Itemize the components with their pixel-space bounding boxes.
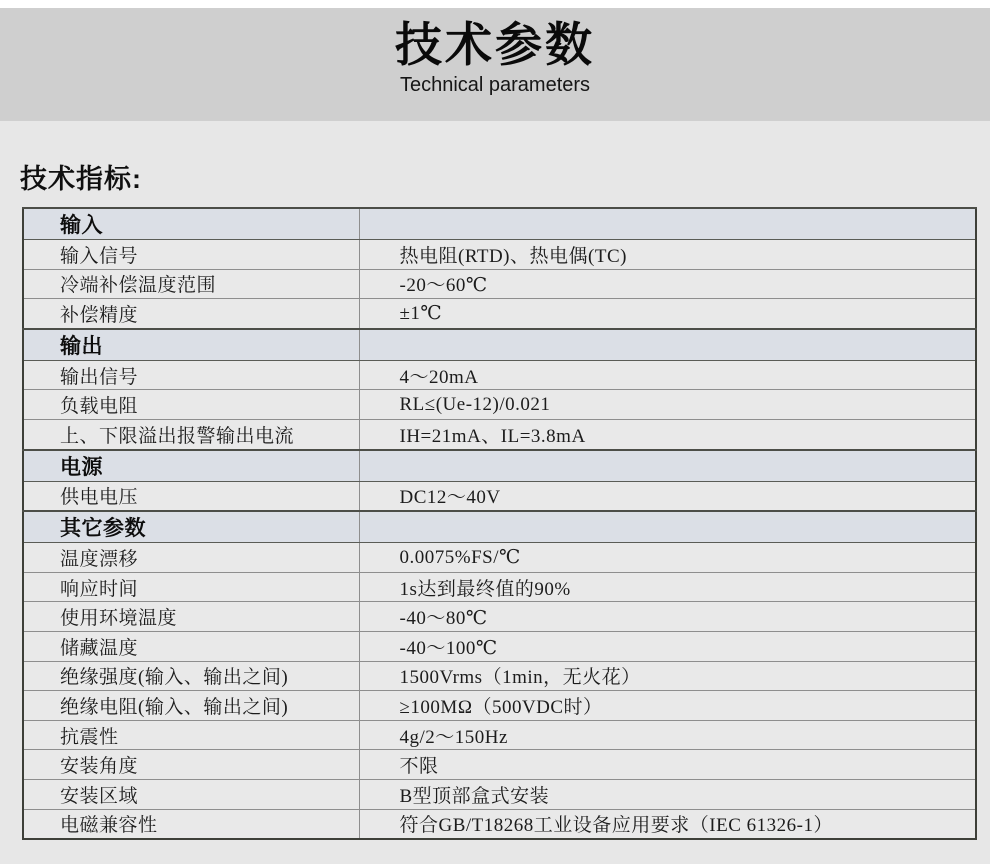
row-value: RL≤(Ue-12)/0.021 [359, 390, 976, 420]
table-section-row [23, 511, 976, 543]
table-section-row [23, 450, 976, 482]
row-value [359, 208, 976, 240]
row-value [359, 450, 976, 482]
spec-table-body [23, 208, 976, 839]
row-label: 输出信号 [23, 360, 359, 390]
row-label: 供电电压 [23, 481, 359, 511]
row-label: 安装区域 [23, 779, 359, 809]
table-row [23, 661, 976, 691]
table-row [23, 750, 976, 780]
table-row [23, 720, 976, 750]
row-label: 响应时间 [23, 572, 359, 602]
section-label: 其它参数 [23, 511, 359, 543]
title-banner [0, 8, 990, 121]
table-row [23, 299, 976, 329]
table-section-row [23, 329, 976, 361]
table-row [23, 481, 976, 511]
table-row [23, 543, 976, 573]
row-value [359, 511, 976, 543]
row-value: ±1℃ [359, 299, 976, 329]
row-label: 输入信号 [23, 240, 359, 270]
table-row [23, 240, 976, 270]
table-row [23, 691, 976, 721]
table-row [23, 390, 976, 420]
row-label: 绝缘强度(输入、输出之间) [23, 661, 359, 691]
section-label: 输入 [23, 208, 359, 240]
top-white-strip [0, 0, 990, 8]
page-subtitle: Technical parameters [399, 73, 591, 96]
row-label: 绝缘电阻(输入、输出之间) [23, 691, 359, 721]
row-value: -40～100℃ [359, 631, 976, 661]
table-row [23, 360, 976, 390]
row-value: -40～80℃ [359, 602, 976, 632]
row-label: 电磁兼容性 [23, 809, 359, 839]
row-value: 1500Vrms（1min，无火花） [359, 661, 976, 691]
row-label: 安装角度 [23, 750, 359, 780]
table-section-row [23, 208, 976, 240]
row-label: 温度漂移 [23, 543, 359, 573]
row-value: DC12～40V [359, 481, 976, 511]
row-value: 符合GB/T18268工业设备应用要求（IEC 61326-1） [359, 809, 976, 839]
table-row [23, 269, 976, 299]
row-label: 补偿精度 [23, 299, 359, 329]
section-heading: 技术指标: [20, 164, 142, 194]
row-value: 不限 [359, 750, 976, 780]
table-row [23, 602, 976, 632]
row-value: 1s达到最终值的90% [359, 572, 976, 602]
table-row [23, 809, 976, 839]
row-value: B型顶部盒式安装 [359, 779, 976, 809]
table-row [23, 779, 976, 809]
row-label: 上、下限溢出报警输出电流 [23, 419, 359, 449]
row-label: 冷端补偿温度范围 [23, 269, 359, 299]
row-value: ≥100MΩ（500VDC时） [359, 691, 976, 721]
spec-table [22, 207, 977, 840]
row-value [359, 329, 976, 361]
table-row [23, 572, 976, 602]
section-label: 电源 [23, 450, 359, 482]
row-value: -20～60℃ [359, 269, 976, 299]
table-row [23, 631, 976, 661]
row-label: 负载电阻 [23, 390, 359, 420]
page-title: 技术参数 [395, 18, 595, 71]
row-value: 热电阻(RTD)、热电偶(TC) [359, 240, 976, 270]
table-row [23, 419, 976, 449]
row-label: 抗震性 [23, 720, 359, 750]
row-value: IH=21mA、IL=3.8mA [359, 419, 976, 449]
row-value: 4～20mA [359, 360, 976, 390]
section-label: 输出 [23, 329, 359, 361]
row-label: 储藏温度 [23, 631, 359, 661]
row-value: 4g/2～150Hz [359, 720, 976, 750]
row-label: 使用环境温度 [23, 602, 359, 632]
row-value: 0.0075%FS/℃ [359, 543, 976, 573]
